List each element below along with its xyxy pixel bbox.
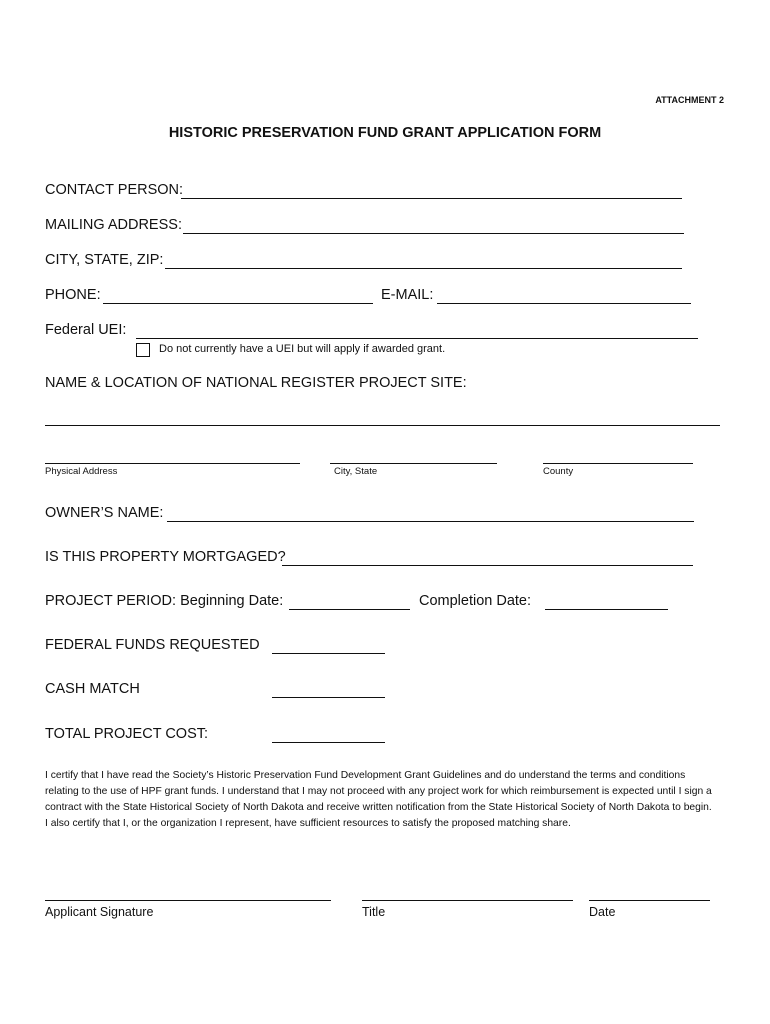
phone-label: PHONE: xyxy=(45,287,101,303)
city-state-field[interactable] xyxy=(330,463,497,464)
beginning-date-label: PROJECT PERIOD: Beginning Date: xyxy=(45,593,284,609)
title-field[interactable] xyxy=(362,900,573,901)
mailing-address-label: MAILING ADDRESS: xyxy=(45,217,182,233)
email-field[interactable] xyxy=(437,303,691,304)
physical-address-field[interactable] xyxy=(45,463,300,464)
completion-date-label: Completion Date: xyxy=(419,593,532,609)
completion-date-field[interactable] xyxy=(545,609,668,610)
uei-checkbox-label: Do not currently have a UEI but will apply if awarded grant. xyxy=(159,343,446,355)
owners-name-label: OWNER’S NAME: xyxy=(45,505,164,521)
federal-funds-field[interactable] xyxy=(272,653,385,654)
federal-uei-label: Federal UEI: xyxy=(45,322,127,338)
form-title: HISTORIC PRESERVATION FUND GRANT APPLICATION FORM xyxy=(168,125,602,141)
site-name-location-field[interactable] xyxy=(45,425,720,426)
contact-person-field[interactable] xyxy=(181,198,682,199)
date-field[interactable] xyxy=(589,900,710,901)
owners-name-field[interactable] xyxy=(167,521,694,522)
cash-match-field[interactable] xyxy=(272,697,385,698)
date-label: Date xyxy=(589,905,616,919)
beginning-date-field[interactable] xyxy=(289,609,410,610)
physical-address-label: Physical Address xyxy=(45,466,118,477)
city-state-zip-field[interactable] xyxy=(165,268,682,269)
site-name-location-label: NAME & LOCATION OF NATIONAL REGISTER PROJECT SITE: xyxy=(45,375,467,391)
total-cost-label: TOTAL PROJECT COST: xyxy=(45,726,209,742)
attachment-label: ATTACHMENT 2 xyxy=(655,95,724,105)
county-label: County xyxy=(543,466,574,477)
mortgaged-field[interactable] xyxy=(282,565,693,566)
contact-person-label: CONTACT PERSON: xyxy=(45,182,184,198)
federal-uei-field[interactable] xyxy=(136,338,698,339)
cash-match-label: CASH MATCH xyxy=(45,681,140,697)
phone-field[interactable] xyxy=(103,303,373,304)
federal-funds-label: FEDERAL FUNDS REQUESTED xyxy=(45,637,260,653)
uei-checkbox[interactable] xyxy=(136,343,150,357)
mortgaged-label: IS THIS PROPERTY MORTGAGED? xyxy=(45,549,286,565)
applicant-signature-label: Applicant Signature xyxy=(45,905,154,919)
email-label: E-MAIL: xyxy=(381,287,434,303)
applicant-signature-field[interactable] xyxy=(45,900,331,901)
city-state-label: City, State xyxy=(334,466,378,477)
mailing-address-field[interactable] xyxy=(183,233,684,234)
title-label: Title xyxy=(362,905,386,919)
certification-text: I certify that I have read the Society’s Historic Preservation Fund Development Grant Guidelines and do understand the terms and conditions relating to the use of HPF grant funds. I understand that I may not proceed with any project work for which reimbursement is expected until I sign a contract with the State Historical Society of North Dakota and receive written notification from the State Historical Society of North Dakota to begin. I also certify that I, or the organization I represent, have sufficient resources to satisfy the proposed matching share. xyxy=(45,770,712,829)
city-state-zip-label: CITY, STATE, ZIP: xyxy=(45,252,164,268)
county-field[interactable] xyxy=(543,463,693,464)
total-cost-field[interactable] xyxy=(272,742,385,743)
